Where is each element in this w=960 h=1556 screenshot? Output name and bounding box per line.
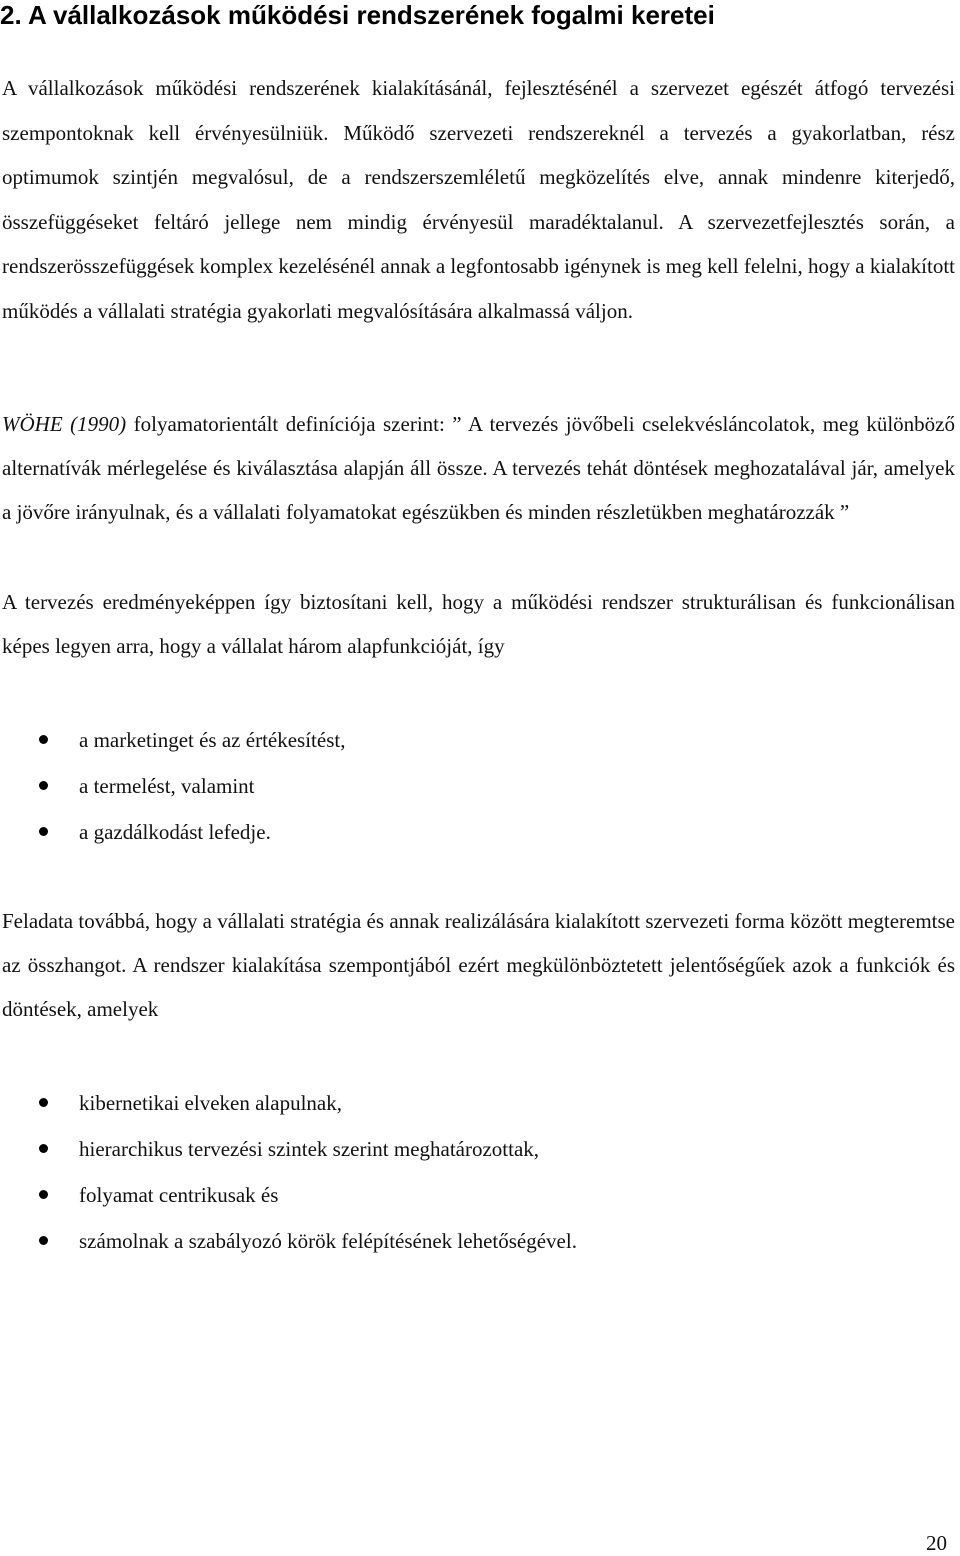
bullet-icon (39, 827, 48, 836)
intro-paragraph: A vállalkozások működési rendszerének kialakításánál, fejlesztésénél a szervezet egészét átfogó tervezési szempontoknak kell érvényesülniük. Működő szervezeti rendszereknél a tervezés a gyakorlatban, rész optimumok szintjén megvalósul, de a rendszerszemléletű megközelítés elve, annak mindenre kiterjedő, összefüggéseket feltáró jellege nem mindig érvényesül maradéktalanul. A szervezetfejlesztés során, a rendszerösszefüggések komplex kezelésénél annak a legfontosabb igénynek is meg kell felelni, hogy a kialakított működés a vállalati stratégia gyakorlati megvalósítására alkalmassá váljon. (2, 76, 955, 323)
bullet-icon (39, 1236, 48, 1245)
list-item-text: a termelést, valamint (79, 774, 255, 798)
definition-text: folyamatorientált definíciója szerint: ” A tervezés jövőbeli cselekvésláncolatok, meg különböző alternatívák mérlegelése és kiválasztása alapján áll össze. A tervezés tehát döntések meghozatalával jár, amelyek a jövőre irányulnak, és a vállalati folyamatokat egészükben és minden részletükben meghatározzák ” (2, 412, 956, 524)
list-item (0, 1172, 900, 1218)
list-item-text: a marketinget és az értékesítést, (79, 728, 346, 752)
list-item-text: hierarchikus tervezési szintek szerint meghatározottak, (79, 1137, 540, 1161)
function-list (0, 717, 900, 855)
bullet-icon (39, 735, 48, 744)
decision-list (0, 1080, 900, 1264)
author-citation: WÖHE (1990) (2, 412, 127, 436)
list-item (0, 1080, 900, 1126)
list-item (0, 763, 900, 809)
result-paragraph: A tervezés eredményeképpen így biztosítani kell, hogy a működési rendszer strukturálisan és funkcionálisan képes legyen arra, hogy a vállalat három alapfunkcióját, így (2, 590, 955, 658)
definition-paragraph (2, 402, 955, 534)
list-item (0, 717, 900, 763)
bullet-icon (39, 1098, 48, 1107)
list-item-text: kibernetikai elveken alapulnak, (79, 1091, 342, 1115)
list-item-text: folyamat centrikusak és (79, 1183, 279, 1207)
section-heading: 2. A vállalkozások működési rendszerének fogalmi keretei (0, 0, 715, 30)
bullet-icon (39, 1190, 48, 1199)
task-paragraph: Feladata továbbá, hogy a vállalati stratégia és annak realizálására kialakított szervezeti forma között megteremtse az összhangot. A rendszer kialakítása szempontjából ezért megkülönböztetett jelentőségűek azok a funkciók és döntések, amelyek (2, 909, 955, 1021)
list-item-text: a gazdálkodást lefedje. (79, 820, 271, 844)
list-item-text: számolnak a szabályozó körök felépítésének lehetőségével. (79, 1229, 577, 1253)
list-item (0, 809, 900, 855)
bullet-icon (39, 781, 48, 790)
bullet-icon (39, 1144, 48, 1153)
list-item (0, 1218, 900, 1264)
list-item (0, 1126, 900, 1172)
page-number: 20 (926, 1531, 947, 1555)
